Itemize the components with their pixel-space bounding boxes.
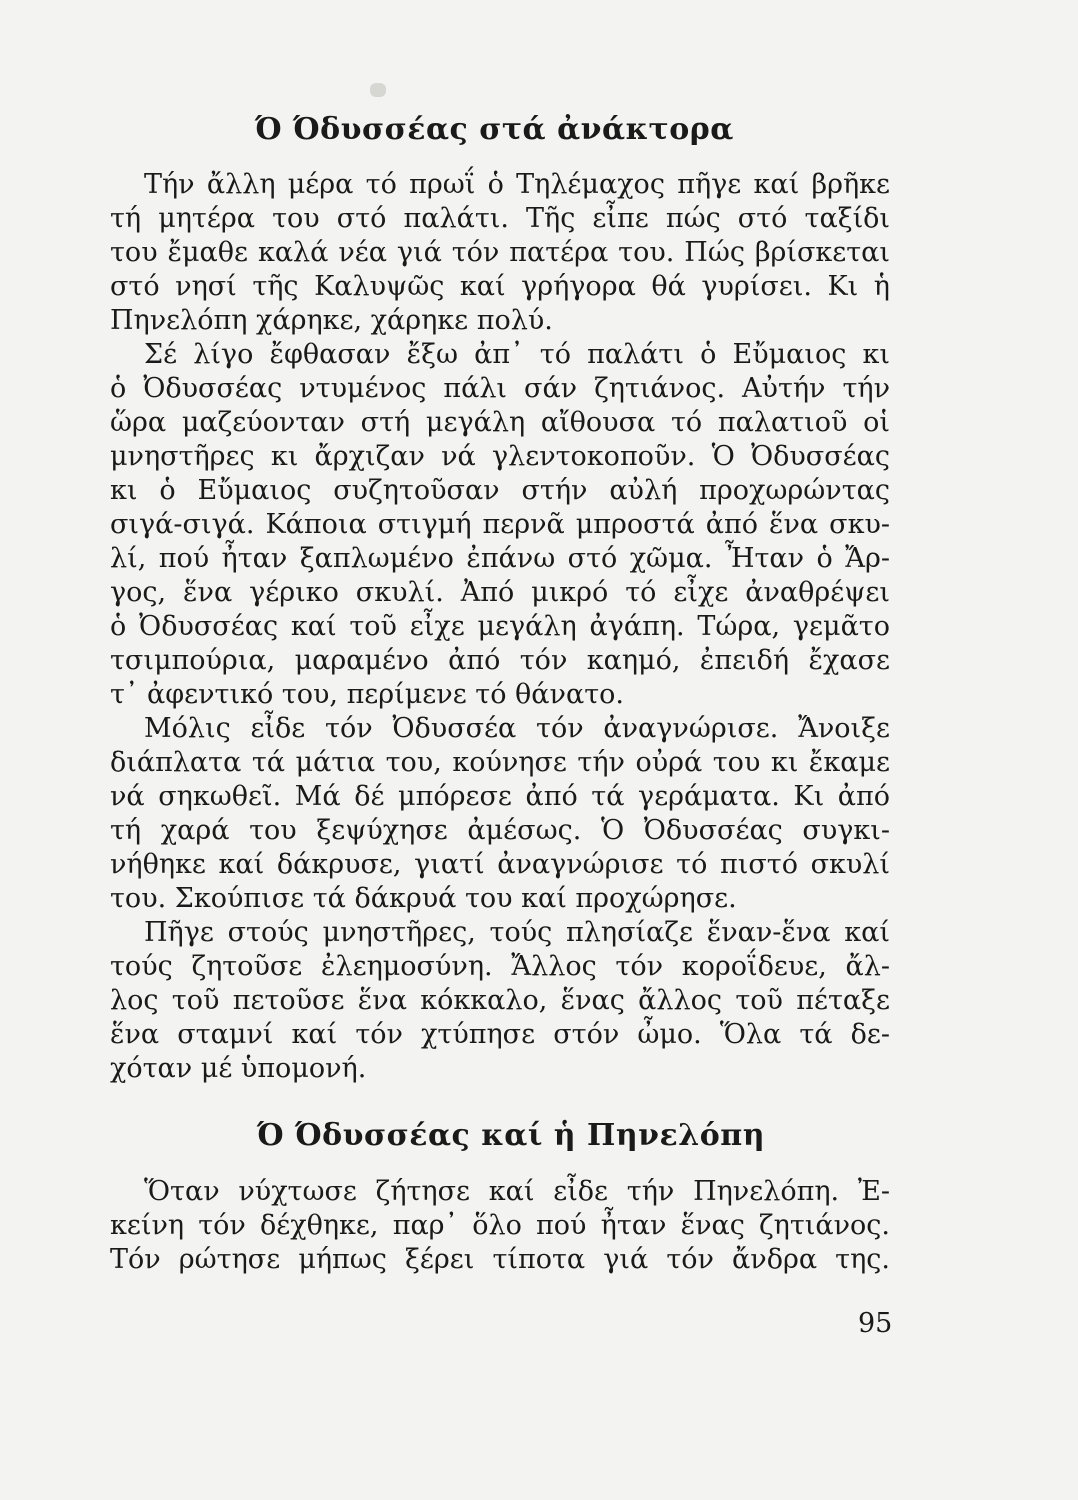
text-line: διάπλατα τά μάτια του, κούνησε τήν οὐρά του κι ἔκαμε <box>110 747 890 778</box>
page-number: 95 <box>858 1308 893 1339</box>
text-line: Πηνελόπη χάρηκε, χάρηκε πολύ. <box>110 305 553 336</box>
text-line: τή μητέρα του στό παλάτι. Τῆς εἶπε πώς στό ταξίδι <box>110 203 890 234</box>
text-line: του. Σκούπισε τά δάκρυά του καί προχώρησε. <box>110 883 737 914</box>
text-line: του ἔμαθε καλά νέα γιά τόν πατέρα του. Πώς βρίσκεται <box>110 237 890 268</box>
text-line: ἕνα σταμνί καί τόν χτύπησε στόν ὦμο. Ὅλα τά δε- <box>110 1019 890 1050</box>
text-line: γος, ἕνα γέρικο σκυλί. Ἀπό μικρό τό εἶχε ἀναθρέψει <box>110 577 890 608</box>
text-line: λος τοῦ πετοῦσε ἕνα κόκκαλο, ἕνας ἄλλος τοῦ πέταξε <box>110 985 890 1016</box>
text-line: νά σηκωθεῖ. Μά δέ μπόρεσε ἀπό τά γεράματα. Κι ἀπό <box>110 781 890 812</box>
text-line: Ὅταν νύχτωσε ζήτησε καί εἶδε τήν Πηνελόπη. Ἐ- <box>144 1176 890 1207</box>
text-line: Τήν ἄλλη μέρα τό πρωΐ ὁ Τηλέμαχος πῆγε καί βρῆκε <box>144 169 890 200</box>
section-heading-palace: Ό Όδυσσέας στά ἀνάκτορα <box>255 112 734 147</box>
text-line: χόταν μέ ὑπομονή. <box>110 1053 367 1084</box>
text-line: Πῆγε στούς μνηστῆρες, τούς πλησίαζε ἕναν-ἕνα καί <box>144 917 890 948</box>
text-line: Σέ λίγο ἔφθασαν ἔξω ἀπ᾽ τό παλάτι ὁ Εὔμαιος κι <box>144 339 890 370</box>
text-line: Μόλις εἶδε τόν Ὀδυσσέα τόν ἀναγνώρισε. Ἄνοιξε <box>144 713 890 744</box>
print-smudge <box>370 83 386 97</box>
text-line: τσιμπούρια, μαραμένο ἀπό τόν καημό, ἐπειδή ἔχασε <box>110 645 890 676</box>
section-heading-penelope: Ό Όδυσσέας καί ἡ Πηνελόπη <box>257 1118 766 1153</box>
text-line: κι ὁ Εὔμαιος συζητοῦσαν στήν αὐλή προχωρώντας <box>110 475 890 506</box>
text-line: ὥρα μαζεύονταν στή μεγάλη αἴθουσα τό παλατιοῦ οἱ <box>110 407 890 438</box>
text-line: σιγά-σιγά. Κάποια στιγμή περνᾶ μπροστά ἀπό ἕνα σκυ- <box>110 509 890 540</box>
text-line: ὁ Ὀδυσσέας καί τοῦ εἶχε μεγάλη ἀγάπη. Τώρα, γεμᾶτο <box>110 611 890 642</box>
text-line: τούς ζητοῦσε ἐλεημοσύνη. Ἄλλος τόν κοροΐδευε, ἄλ- <box>110 951 890 982</box>
text-line: Τόν ρώτησε μήπως ξέρει τίποτα γιά τόν ἄνδρα της. <box>110 1244 890 1275</box>
text-line: μνηστῆρες κι ἄρχιζαν νά γλεντοκοποῦν. Ὁ Ὀδυσσέας <box>110 441 890 472</box>
text-line: κείνη τόν δέχθηκε, παρ᾽ ὅλο πού ἦταν ἕνας ζητιάνος. <box>110 1210 890 1241</box>
text-line: στό νησί τῆς Καλυψῶς καί γρήγορα θά γυρίσει. Κι ἡ <box>110 271 890 302</box>
text-line: ὁ Ὀδυσσέας ντυμένος πάλι σάν ζητιάνος. Αὐτήν τήν <box>110 373 890 404</box>
text-line: τ᾽ ἀφεντικό του, περίμενε τό θάνατο. <box>110 679 624 710</box>
text-line: τή χαρά του ξεψύχησε ἀμέσως. Ὁ Ὀδυσσέας συγκι- <box>110 815 890 846</box>
text-line: λί, πού ἦταν ξαπλωμένο ἐπάνω στό χῶμα. Ἦταν ὁ Ἄρ- <box>110 543 890 574</box>
text-line: νήθηκε καί δάκρυσε, γιατί ἀναγνώρισε τό πιστό σκυλί <box>110 849 890 880</box>
